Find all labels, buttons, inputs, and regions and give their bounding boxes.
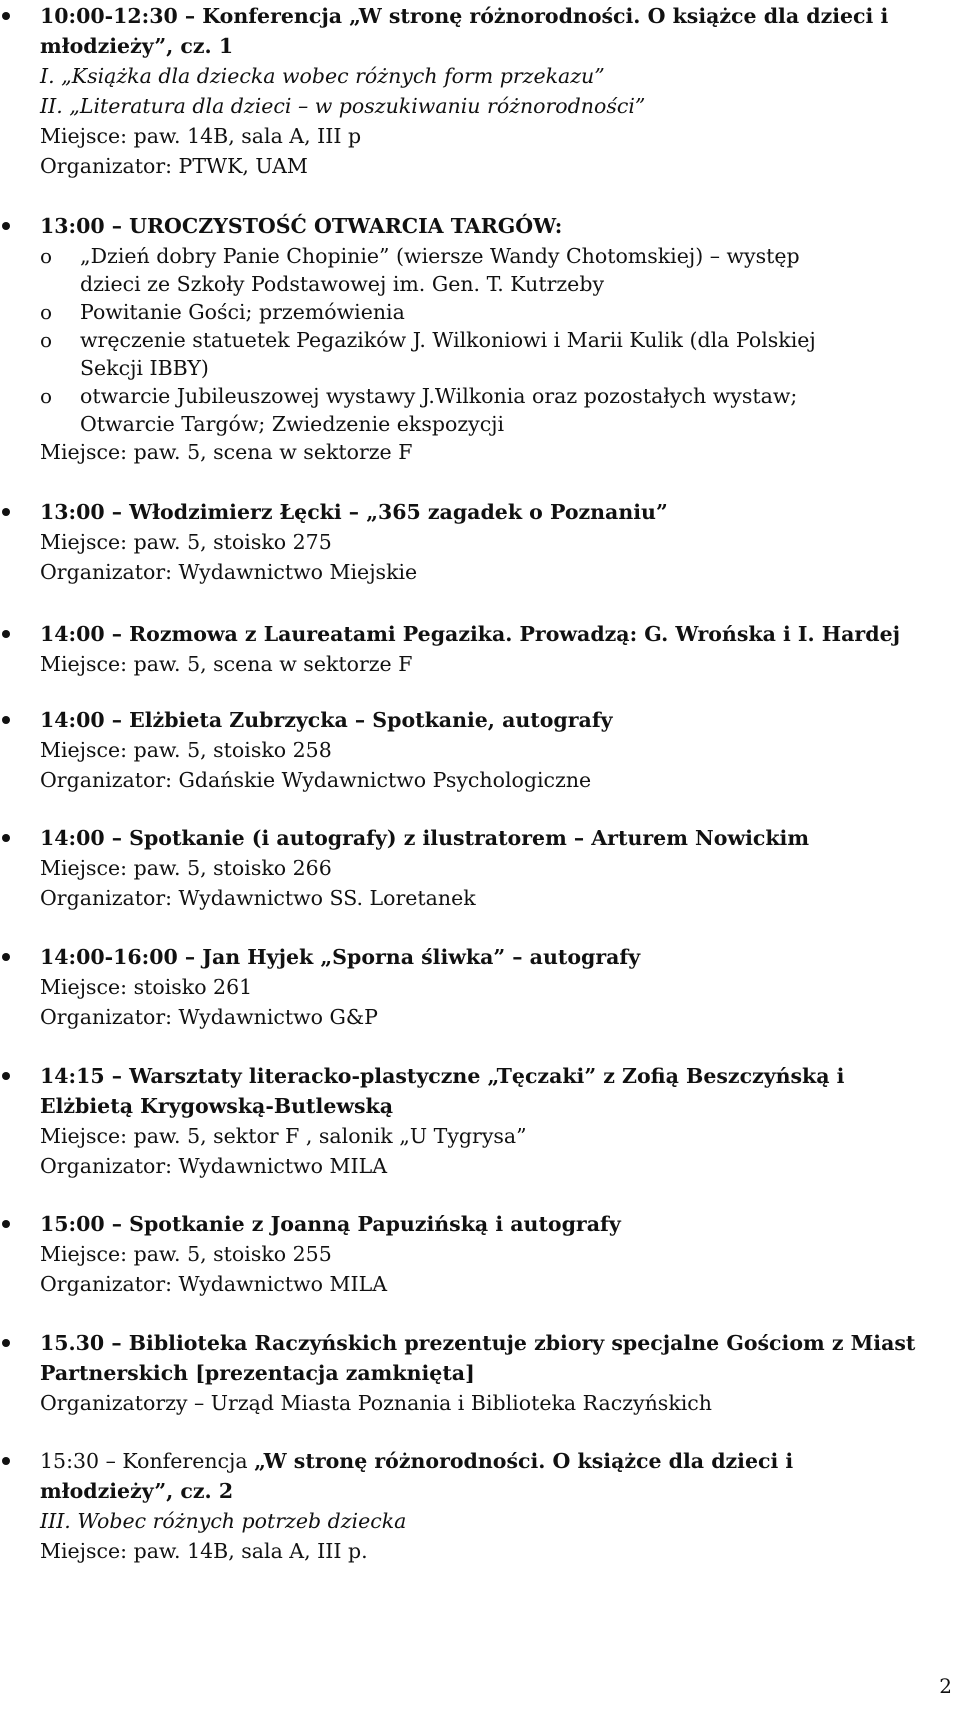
entry-location: Miejsce: paw. 5, scena w sektorze F	[40, 440, 413, 464]
bullet-icon	[2, 953, 10, 961]
entry-header: 15:00 – Spotkanie z Joanną Papuzińską i autografy	[40, 1212, 621, 1236]
entry-header: 14:15 – Warsztaty literacko-plastyczne „Tęczaki” z Zofią Beszczyńską i	[40, 1064, 845, 1088]
entry-header: 15.30 – Biblioteka Raczyńskich prezentuje zbiory specjalne Gościom z Miast	[40, 1331, 916, 1355]
bullet-icon	[2, 508, 10, 516]
bullet-icon	[2, 630, 10, 638]
entry-location: Miejsce: paw. 5, stoisko 275	[40, 530, 332, 554]
entry-header-cont: Elżbietą Krygowską-Butlewską	[40, 1094, 394, 1118]
sub-item: Powitanie Gości; przemówienia	[80, 300, 405, 324]
entry-location: Miejsce: paw. 14B, sala A, III p.	[40, 1539, 368, 1563]
sub-item-cont: dzieci ze Szkoły Podstawowej im. Gen. T. Kutrzeby	[80, 272, 605, 296]
entry-location: Miejsce: paw. 5, stoisko 258	[40, 738, 332, 762]
sub-item-cont: Otwarcie Targów; Zwiedzenie ekspozycji	[80, 412, 505, 436]
bullet-icon	[2, 1457, 10, 1465]
entry-header-cont: młodzieży”, cz. 1	[40, 34, 234, 58]
entry-header: 13:00 – Włodzimierz Łęcki – „365 zagadek o Poznaniu”	[40, 500, 668, 524]
bullet-icon	[2, 716, 10, 724]
entry-organizer: Organizator: Gdańskie Wydawnictwo Psychologiczne	[40, 768, 592, 792]
entry-organizer: Organizatorzy – Urząd Miasta Poznania i Biblioteka Raczyńskich	[40, 1391, 712, 1415]
entry-location: Miejsce: paw. 14B, sala A, III p	[40, 124, 362, 148]
entry-header	[40, 1447, 793, 1475]
entry-header: 14:00-16:00 – Jan Hyjek „Sporna śliwka” – autografy	[40, 945, 641, 969]
sub-bullet-icon: o	[40, 300, 53, 324]
bullet-icon	[2, 12, 10, 20]
entry-header-cont: młodzieży”, cz. 2	[40, 1479, 234, 1503]
bullet-icon	[2, 1339, 10, 1347]
bullet-icon	[2, 222, 10, 230]
sub-bullet-icon: o	[40, 384, 53, 408]
sub-item: otwarcie Jubileuszowej wystawy J.Wilkonia oraz pozostałych wystaw;	[80, 384, 798, 408]
entry-detail: II. „Literatura dla dzieci – w poszukiwaniu różnorodności”	[40, 94, 646, 118]
bullet-icon	[2, 1072, 10, 1080]
entry-header-plain: 15:30 – Konferencja	[40, 1449, 255, 1473]
entry-header-bold: „W stronę różnorodności. O książce dla dzieci i	[254, 1449, 794, 1473]
entry-organizer: Organizator: Wydawnictwo MILA	[40, 1154, 388, 1178]
bullet-icon	[2, 1220, 10, 1228]
entry-header: 14:00 – Rozmowa z Laureatami Pegazika. Prowadzą: G. Wrońska i I. Hardej	[40, 622, 901, 646]
entry-location: Miejsce: paw. 5, sektor F , salonik „U Tygrysa”	[40, 1124, 527, 1148]
entry-organizer: Organizator: Wydawnictwo MILA	[40, 1272, 388, 1296]
sub-item-cont: Sekcji IBBY)	[80, 356, 209, 380]
entry-organizer: Organizator: PTWK, UAM	[40, 154, 308, 178]
entry-organizer: Organizator: Wydawnictwo G&P	[40, 1005, 378, 1029]
entry-header: 14:00 – Elżbieta Zubrzycka – Spotkanie, autografy	[40, 708, 613, 732]
entry-location: Miejsce: paw. 5, stoisko 255	[40, 1242, 332, 1266]
entry-location: Miejsce: paw. 5, scena w sektorze F	[40, 652, 413, 676]
page-number: 2	[939, 1674, 952, 1698]
sub-item: wręczenie statuetek Pegazików J. Wilkoniowi i Marii Kulik (dla Polskiej	[80, 328, 816, 352]
entry-location: Miejsce: stoisko 261	[40, 975, 253, 999]
entry-detail: I. „Książka dla dziecka wobec różnych form przekazu”	[40, 64, 605, 88]
entry-organizer: Organizator: Wydawnictwo Miejskie	[40, 560, 418, 584]
entry-header-cont: Partnerskich [prezentacja zamknięta]	[40, 1361, 475, 1385]
entry-detail: III. Wobec różnych potrzeb dziecka	[40, 1509, 407, 1533]
sub-bullet-icon: o	[40, 328, 53, 352]
bullet-icon	[2, 834, 10, 842]
sub-bullet-icon: o	[40, 244, 53, 268]
entry-header: 14:00 – Spotkanie (i autografy) z ilustratorem – Arturem Nowickim	[40, 826, 810, 850]
sub-item: „Dzień dobry Panie Chopinie” (wiersze Wandy Chotomskiej) – występ	[80, 244, 800, 268]
entry-location: Miejsce: paw. 5, stoisko 266	[40, 856, 332, 880]
entry-header: 10:00-12:30 – Konferencja „W stronę różnorodności. O książce dla dzieci i	[40, 4, 889, 28]
entry-organizer: Organizator: Wydawnictwo SS. Loretanek	[40, 886, 476, 910]
entry-header: 13:00 – UROCZYSTOŚĆ OTWARCIA TARGÓW:	[40, 214, 563, 238]
